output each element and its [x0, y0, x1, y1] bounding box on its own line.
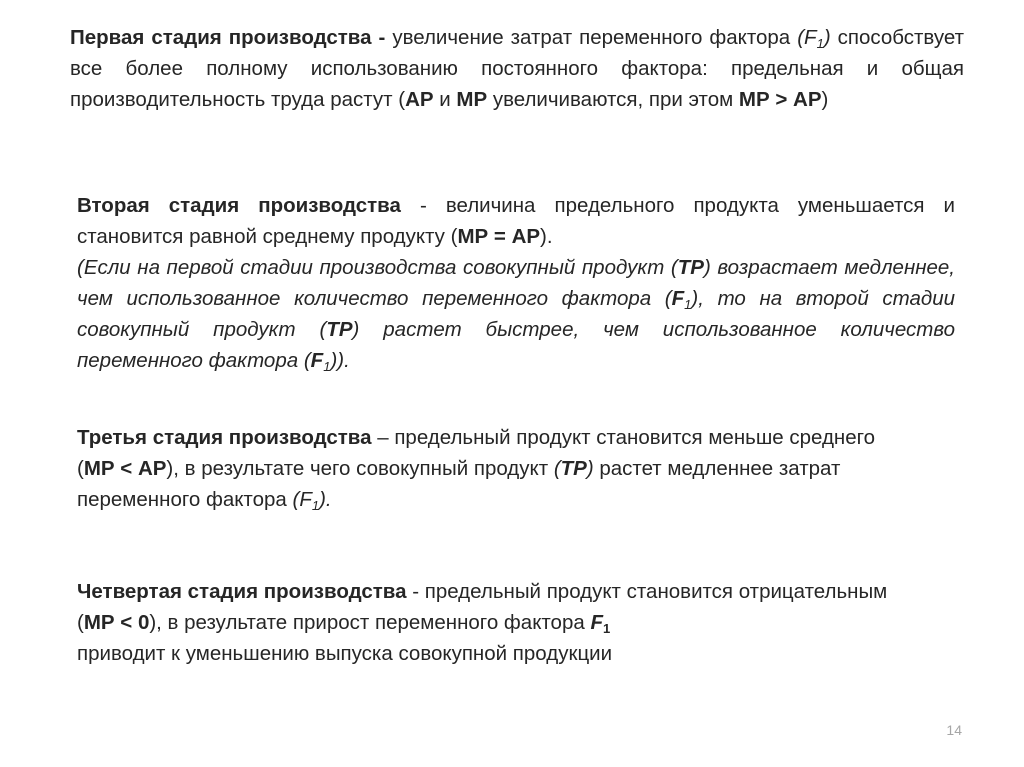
stage-3-text: – предельный продукт становится меньше среднего ( [77, 426, 876, 480]
stage-2-note [77, 256, 955, 372]
mp-zero-comparison: МР < 0 [83, 611, 150, 634]
page-number: 14 [946, 722, 962, 738]
stage-4-title: Четвертая стадия производства [77, 580, 407, 603]
factor-label [797, 26, 830, 49]
factor-f1: F [671, 287, 685, 310]
note-text: ) растет быстрее, чем использованное количество переменного фактора ( [77, 318, 956, 372]
stage-1-title: Первая стадия производства - [70, 26, 386, 49]
stage-2-paragraph [77, 190, 955, 376]
stage-1-text: ) [821, 88, 829, 111]
stage-2-title: Вторая стадия производства [77, 194, 401, 217]
tp-label: ТР [560, 457, 587, 480]
tp-label: ТР [326, 318, 353, 341]
note-text: (Если на первой стадии производства совокупный продукт ( [77, 256, 678, 279]
factor-subscript: 1 [603, 621, 611, 636]
stage-1-text: и [433, 88, 457, 111]
factor-f1: F [310, 349, 324, 372]
stage-2-text: ). [540, 225, 553, 248]
tp-label: ТР [677, 256, 704, 279]
factor-f1: (F [292, 488, 312, 511]
factor-group [293, 488, 332, 511]
stage-4-paragraph [77, 576, 897, 669]
factor-f1: (F [797, 26, 817, 49]
tp-group [554, 457, 594, 480]
ap-label: АР [405, 88, 434, 111]
stage-3-paragraph [77, 422, 887, 515]
mp-ap-comparison: МР > АР [738, 88, 822, 111]
stage-2-text: - величина предельного продукта уменьшается и становится равной среднему продукту ( [77, 194, 955, 248]
factor-subscript: 1 [323, 359, 331, 374]
note-text: ) возрастает медленнее, чем использованное количество переменного фактора ( [77, 256, 956, 310]
stage-3-text: растет медленнее затрат переменного фактора [77, 457, 841, 511]
mp-ap-equality: МР = АР [457, 225, 541, 248]
factor-subscript: 1 [816, 36, 824, 51]
factor-close: ) [823, 26, 831, 49]
mp-label: МР [456, 88, 488, 111]
stage-1-text: увеличиваются, при этом [487, 88, 739, 111]
note-text: ), то на второй стадии совокупный продукт ( [77, 287, 955, 341]
paren: ( [553, 457, 561, 480]
paren: ) [586, 457, 594, 480]
stage-3-text: ), в результате чего совокупный продукт [166, 457, 554, 480]
stage-4-text: - предельный продукт становится отрицательным ( [77, 580, 888, 634]
stage-1-text: увеличение затрат переменного фактора [385, 26, 798, 49]
factor-f1: F [590, 611, 603, 634]
stage-4-text: приводит к уменьшению выпуска совокупной продукции [77, 642, 613, 665]
stage-1-paragraph [70, 22, 964, 115]
factor-subscript: 1 [684, 297, 692, 312]
factor-subscript: 1 [311, 498, 320, 513]
stage-3-title: Третья стадия производства [77, 426, 372, 449]
stage-4-text: ), в результате прирост переменного фактора [149, 611, 591, 634]
factor-close: ). [319, 488, 332, 511]
mp-ap-comparison: МР < АР [83, 457, 167, 480]
stage-1-text: способствует все более полному использованию постоянного фактора: предельная и общая производительность труда растут ( [70, 26, 964, 111]
note-text: )). [330, 349, 350, 372]
